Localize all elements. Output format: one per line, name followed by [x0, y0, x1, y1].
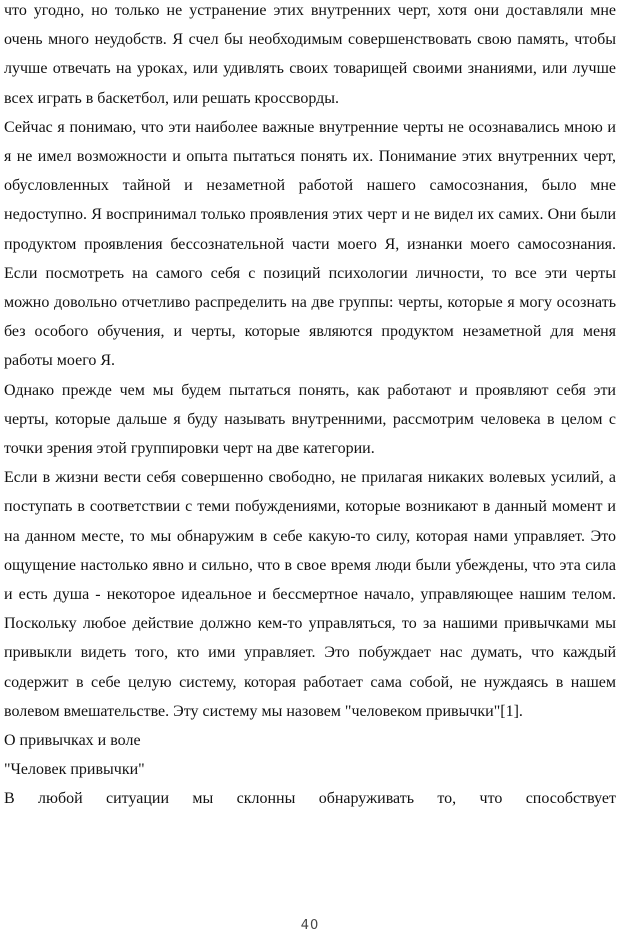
subsection-heading: "Человек привычки" [4, 761, 145, 779]
section-heading: О привычках и воле [4, 732, 141, 750]
paragraph-2: Сейчас я понимаю, что эти наиболее важные внутренние черты не осознавались мною и я не имел возможности и опыта пытаться понять их. Понимание этих внутренних черт, обусловленных тайной и незаметной работой нашего самосознания, было мне недоступно. Я воспринимал только проявления этих черт и не видел их самих. Они были продуктом проявления бессознательной части моего Я, изнанки моего самосознания. Если посмотреть на самого себя с позиций психологии личности, то все эти черты можно довольно отчетливо распределить на две группы: черты, которые я могу осознать без особого обучения, и черты, которые являются продуктом незаметной для меня работы моего Я. [4, 118, 616, 370]
page-number: 40 [300, 918, 320, 933]
body-text [4, 0, 616, 814]
paragraph-4: Если в жизни вести себя совершенно свободно, не прилагая никаких волевых усилий, а поступать в соответствии с теми побуждениями, которые возникают в данный момент и на данном месте, то мы обнаружим в себе какую-то силу, которая нами управляет. Это ощущение настолько явно и сильно, что в свое время люди были убеждены, что эта сила и есть душа - некоторое идеальное и бессмертное начало, управляющее нашим телом. Поскольку любое действие должно кем-то управляться, то за нашими привычками мы привыкли видеть того, кто ими управляет. Это побуждает нас думать, что каждый содержит в себе целую систему, которая работает сама собой, не нуждаясь в нашем волевом вмешательстве. Эту систему мы назовем "человеком привычки"[1]. [4, 469, 616, 720]
paragraph-1: что угодно, но только не устранение этих внутренних черт, хотя они доставляли мне очень много неудобств. Я счел бы необходимым совершенствовать свою память, чтобы лучше отвечать на уроках, или удивлять своих товарищей своими знаниями, или лучше всех играть в баскетбол, или решать кроссворды. [4, 2, 616, 107]
trailing-line: В любой ситуации мы склонны обнаруживать то, что способствует [4, 790, 616, 808]
paragraph-3: Однако прежде чем мы будем пытаться понять, как работают и проявляют себя эти черты, которые дальше я буду называть внутренними, рассмотрим человека в целом с точки зрения этой группировки черт на две категории. [4, 381, 616, 458]
